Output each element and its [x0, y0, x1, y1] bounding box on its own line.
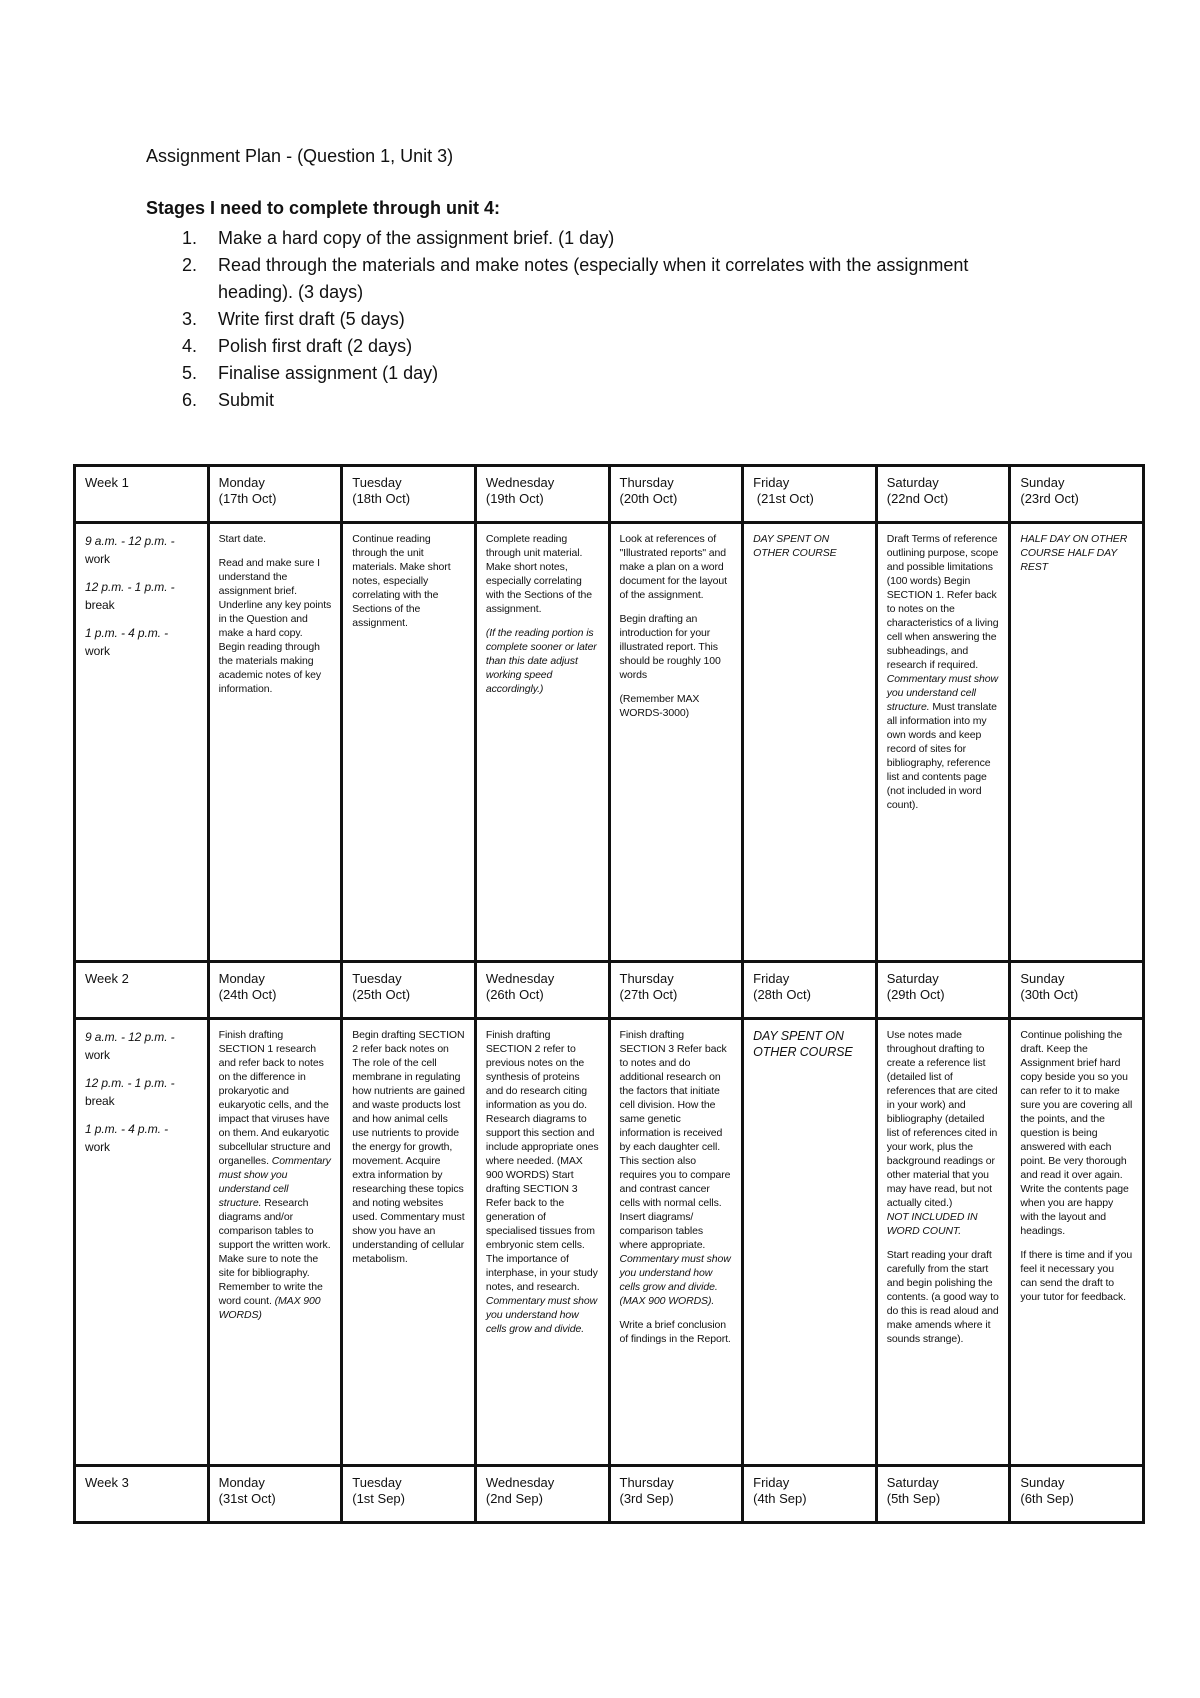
day-date: (24th Oct): [218, 987, 277, 1002]
day-date: (18th Oct): [352, 491, 411, 506]
day-name: Thursday: [619, 971, 674, 986]
task-text: [620, 1028, 733, 1308]
day-task-cell: [743, 1019, 877, 1466]
day-date: (3rd Sep): [619, 1491, 674, 1506]
task-text: Use notes made throughout drafting to create a reference list (detailed list of references that are cited in your work) and bibliography (detailed list of references cited in your work, plus the background readings or other material that you may have read, but not actually cited.): [886, 1029, 998, 1209]
task-text: Continue polishing the draft. Keep the Assignment brief hard copy beside you so you can refer to it to make sure you are covering all the points, and the question is being answered with each point. Be very thorough and read it over again. Write the contents page when you are happy with the layout and headings.: [1020, 1029, 1133, 1237]
day-header: [475, 962, 609, 1019]
list-text: Write first draft (5 days): [218, 309, 405, 329]
list-text: Make a hard copy of the assignment brief. (1 day): [218, 228, 615, 248]
day-header: [342, 466, 476, 523]
task-text: Complete reading through unit material. Make short notes, especially correlating with the Sections of the assignment.: [485, 533, 593, 615]
list-text: Submit: [218, 390, 275, 410]
day-header: [342, 1466, 476, 1523]
task-text: Begin drafting an introduction for your illustrated report. This should be roughly 100 words: [619, 613, 721, 681]
day-task-cell: [342, 1019, 476, 1466]
day-task-cell: [208, 1019, 342, 1466]
list-number: 3.: [182, 309, 198, 329]
week-header-row: [75, 962, 1144, 1019]
day-header: [876, 1466, 1010, 1523]
task-emphasis: Commentary must show you understand cell structure.: [886, 673, 998, 713]
task-text: HALF DAY ON OTHER COURSE HALF DAY REST: [1020, 533, 1128, 573]
day-date: (27th Oct): [619, 987, 678, 1002]
day-name: Saturday: [886, 1475, 939, 1490]
day-header: [1010, 1466, 1144, 1523]
week-label: Week 1: [75, 466, 209, 523]
list-number: 5.: [182, 363, 198, 383]
day-header: [208, 466, 342, 523]
day-header: [208, 962, 342, 1019]
list-item: [146, 360, 996, 387]
task-segment: Finish drafting SECTION 3 Refer back to notes and do additional research on the factors that initiate cell division. How the same genetic information is received by each daughter cell. This section also requires you to compare and contrast cancer cells with normal cells. Insert diagrams/ comparison tables where appropriate.: [619, 1029, 731, 1251]
day-name: Tuesday: [352, 1475, 402, 1490]
day-header: [743, 1466, 877, 1523]
day-name: Wednesday: [485, 971, 555, 986]
page-title: Assignment Plan - (Question 1, Unit 3): [146, 146, 454, 166]
day-header: [475, 1466, 609, 1523]
day-task-cell: [475, 1019, 609, 1466]
task-text: Continue reading through the unit materials. Make short notes, especially correlating with the Sections of the assignment.: [352, 533, 451, 629]
day-name: Monday: [218, 971, 265, 986]
day-name: Friday: [753, 1475, 790, 1490]
day-date: (17th Oct): [218, 491, 277, 506]
time-slots-cell: [75, 1019, 209, 1466]
day-date: (5th Sep): [886, 1491, 941, 1506]
day-name: Tuesday: [352, 475, 402, 490]
day-name: Monday: [218, 1475, 265, 1490]
task-segment: Must translate all information into my own words and keep record of sites for bibliography, reference list and contents page (not included in word count).: [886, 701, 997, 811]
day-header: [1010, 962, 1144, 1019]
day-date: (20th Oct): [619, 491, 678, 506]
task-text: [219, 1028, 332, 1322]
week-body-row: [75, 1019, 1144, 1466]
task-emphasis: Commentary must show you understand cell structure.: [218, 1155, 331, 1209]
list-item: [146, 333, 996, 360]
week-header-row: [75, 466, 1144, 523]
day-header: [609, 962, 743, 1019]
time-slots-cell: [75, 523, 209, 962]
day-task-cell: [475, 523, 609, 962]
day-name: Thursday: [619, 475, 674, 490]
week-header-row: [75, 1466, 1144, 1523]
time-slot-label: break: [85, 598, 115, 612]
day-date: (1st Sep): [352, 1491, 405, 1506]
day-header: [743, 466, 877, 523]
task-text: [486, 1028, 599, 1336]
time-slot-label: work: [85, 644, 110, 658]
week-body-row: [75, 523, 1144, 962]
day-header: [1010, 466, 1144, 523]
list-number: 4.: [182, 336, 198, 356]
list-item: [146, 387, 996, 414]
list-number: 2.: [182, 255, 198, 275]
task-emphasis: Commentary must show you understand how cells grow and divide.: [619, 1253, 731, 1293]
task-emphasis: Commentary must show you understand how cells grow and divide.: [485, 1295, 598, 1335]
day-date: (26th Oct): [485, 987, 544, 1002]
day-name: Tuesday: [352, 971, 402, 986]
day-date: (21st Oct): [753, 491, 814, 506]
time-slot-work: 9 a.m. - 12 p.m. -: [85, 534, 175, 548]
day-task-cell: [876, 523, 1010, 962]
time-slot-work: 9 a.m. - 12 p.m. -: [85, 1030, 175, 1044]
task-text: Start reading your draft carefully from the start and begin polishing the contents. (a good way to do this is read aloud and make amends where it sounds strange).: [886, 1249, 999, 1345]
task-text: DAY SPENT ON OTHER COURSE: [753, 533, 837, 559]
task-note: (Remember MAX WORDS-3000): [619, 693, 700, 719]
task-segment: Draft Terms of reference outlining purpose, scope and possible limitations (100 words) Begin SECTION 1. Refer back to notes on the characteristics of a living cell when answering the subheadings, and research if required.: [886, 533, 999, 671]
time-slot-label: break: [85, 1094, 115, 1108]
day-header: [876, 466, 1010, 523]
time-slot-break: 12 p.m. - 1 p.m. -: [85, 580, 175, 594]
task-text: Begin drafting SECTION 2 refer back notes on The role of the cell membrane in regulating how nutrients are gained and waste products lost and how animal cells use nutrients to provide the energy for growth, movement. Acquire extra information by researching these topics and noting websites used. Commentary must show you have an understanding of cellular metabolism.: [352, 1029, 465, 1265]
day-name: Thursday: [619, 1475, 674, 1490]
task-emphasis: (MAX 900 WORDS): [218, 1295, 321, 1321]
day-header: [609, 466, 743, 523]
task-text: DAY SPENT ON OTHER COURSE: [753, 1029, 853, 1059]
day-date: (22nd Oct): [886, 491, 949, 506]
task-segment: Finish drafting SECTION 2 refer to previous notes on the synthesis of proteins and do research citing information as you do. Research diagrams to support this section and include appropriate ones where needed. (MAX 900 WORDS) Start drafting SECTION 3 Refer back to the generation of specialised tissues from embryonic stem cells. The importance of interphase, in your study notes, and research.: [485, 1029, 599, 1293]
day-name: Monday: [218, 475, 265, 490]
list-item: [146, 306, 996, 333]
day-name: Friday: [753, 475, 790, 490]
task-text: If there is time and if you feel it necessary you can send the draft to your tutor for feedback.: [1020, 1249, 1133, 1303]
day-date: (6th Sep): [1020, 1491, 1074, 1506]
schedule-table: [73, 464, 1145, 1524]
stages-heading: Stages I need to complete through unit 4:: [146, 198, 501, 218]
day-name: Sunday: [1020, 475, 1065, 490]
list-number: 6.: [182, 390, 198, 410]
task-segment: Research diagrams and/or comparison tables to support the written work. Make sure to note the site for bibliography. Remember to write the word count.: [218, 1197, 331, 1307]
list-number: 1.: [182, 228, 198, 248]
day-header: [743, 962, 877, 1019]
task-text: Read and make sure I understand the assignment brief. Underline any key points in the Question and make a hard copy. Begin reading through the materials making academic notes of key information.: [218, 557, 332, 695]
day-task-cell: [1010, 1019, 1144, 1466]
day-date: (29th Oct): [886, 987, 945, 1002]
list-text: Polish first draft (2 days): [218, 336, 413, 356]
day-name: Saturday: [886, 475, 939, 490]
day-header: [342, 962, 476, 1019]
day-task-cell: [609, 523, 743, 962]
list-text: Read through the materials and make notes (especially when it correlates with the assignment heading). (3 days): [218, 255, 969, 302]
day-task-cell: [342, 523, 476, 962]
task-text: Look at references of "Illustrated reports" and make a plan on a word document for the layout of the assignment.: [619, 533, 727, 601]
day-header: [208, 1466, 342, 1523]
stages-list: [146, 225, 996, 414]
day-date: (2nd Sep): [485, 1491, 543, 1506]
day-task-cell: [609, 1019, 743, 1466]
time-slot-work: 1 p.m. - 4 p.m. -: [85, 626, 168, 640]
day-date: (31st Oct): [218, 1491, 276, 1506]
task-emphasis: NOT INCLUDED IN WORD COUNT.: [886, 1211, 978, 1237]
time-slot-label: work: [85, 552, 110, 566]
day-name: Wednesday: [485, 1475, 555, 1490]
day-name: Saturday: [886, 971, 939, 986]
task-text: Write a brief conclusion of findings in the Report.: [619, 1319, 731, 1345]
day-date: (25th Oct): [352, 987, 411, 1002]
time-slot-label: work: [85, 1048, 110, 1062]
list-item: [146, 252, 996, 306]
list-text: Finalise assignment (1 day): [218, 363, 439, 383]
day-header: [876, 962, 1010, 1019]
list-item: [146, 225, 996, 252]
task-text: [887, 532, 1000, 812]
day-date: (19th Oct): [485, 491, 544, 506]
day-header: [475, 466, 609, 523]
day-name: Sunday: [1020, 1475, 1065, 1490]
day-name: Wednesday: [485, 475, 555, 490]
day-date: (23rd Oct): [1020, 491, 1079, 506]
task-text: Start date.: [218, 533, 266, 545]
day-date: (30th Oct): [1020, 987, 1079, 1002]
task-segment: Finish drafting SECTION 1 research and refer back to notes on the difference in prokaryotic and eukaryotic cells, and the impact that viruses have on them. And eukaryotic subcellular structure and organelles.: [218, 1029, 331, 1167]
task-emphasis: (MAX 900 WORDS).: [619, 1295, 715, 1307]
day-header: [609, 1466, 743, 1523]
day-date: (28th Oct): [753, 987, 811, 1002]
week-label: Week 2: [75, 962, 209, 1019]
week-label: Week 3: [75, 1466, 209, 1523]
time-slot-work: 1 p.m. - 4 p.m. -: [85, 1122, 168, 1136]
task-note: (If the reading portion is complete sooner or later than this date adjust working speed accordingly.): [485, 627, 597, 695]
day-name: Friday: [753, 971, 790, 986]
day-date: (4th Sep): [753, 1491, 807, 1506]
day-task-cell: [743, 523, 877, 962]
day-task-cell: [876, 1019, 1010, 1466]
day-name: Sunday: [1020, 971, 1065, 986]
day-task-cell: [208, 523, 342, 962]
time-slot-break: 12 p.m. - 1 p.m. -: [85, 1076, 175, 1090]
time-slot-label: work: [85, 1140, 110, 1154]
day-task-cell: [1010, 523, 1144, 962]
